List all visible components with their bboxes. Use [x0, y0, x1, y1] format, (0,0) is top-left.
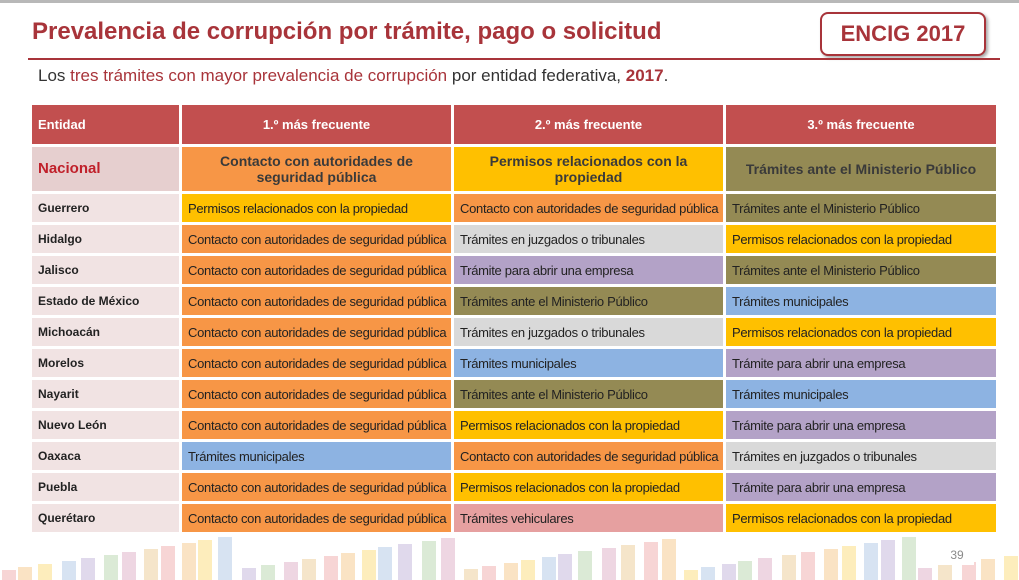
decorative-block [182, 543, 196, 580]
procedure-cell: Contacto con autoridades de seguridad pública [181, 317, 453, 348]
table-row-nacional [31, 146, 998, 193]
decorative-block [284, 562, 298, 580]
decorative-block [62, 561, 76, 580]
decorative-block [662, 539, 676, 580]
table-row [31, 472, 998, 503]
decorative-block [782, 555, 796, 580]
decorative-block [738, 561, 752, 580]
procedure-cell: Trámites en juzgados o tribunales [725, 441, 998, 472]
decorative-block [242, 568, 256, 580]
decorative-block [801, 552, 815, 580]
procedure-cell: Trámite para abrir una empresa [725, 410, 998, 441]
procedure-cell: Permisos relacionados con la propiedad [725, 503, 998, 534]
corruption-table [29, 102, 999, 535]
decorative-block [122, 552, 136, 580]
decorative-block [644, 542, 658, 580]
column-header-first: 1.º más frecuente [181, 104, 453, 146]
entity-cell: Estado de México [31, 286, 181, 317]
decorative-block [218, 537, 232, 580]
decorative-block [2, 570, 16, 580]
table-row [31, 441, 998, 472]
top-rule [0, 0, 1019, 3]
procedure-cell: Contacto con autoridades de seguridad pública [181, 255, 453, 286]
table-row [31, 348, 998, 379]
decorative-block [198, 540, 212, 580]
procedure-cell: Permisos relacionados con la propiedad [725, 317, 998, 348]
entity-cell: Jalisco [31, 255, 181, 286]
procedure-cell: Contacto con autoridades de seguridad pública [181, 348, 453, 379]
decorative-block [324, 556, 338, 580]
entity-cell: Hidalgo [31, 224, 181, 255]
table-row [31, 410, 998, 441]
entity-cell: Querétaro [31, 503, 181, 534]
table-row [31, 255, 998, 286]
entity-cell: Nacional [31, 146, 181, 193]
table-header-row [31, 104, 998, 146]
decorative-block [38, 564, 52, 580]
decorative-block [378, 547, 392, 580]
entity-cell: Nayarit [31, 379, 181, 410]
decorative-block [824, 549, 838, 580]
decorative-block [918, 568, 932, 580]
decorative-block [144, 549, 158, 580]
decorative-block [302, 559, 316, 580]
procedure-cell: Permisos relacionados con la propiedad [453, 410, 725, 441]
decorative-block [398, 544, 412, 580]
decorative-block [602, 548, 616, 580]
decorative-block [341, 553, 355, 580]
slide-title: Prevalencia de corrupción por trámite, pago o solicitud [32, 18, 662, 45]
column-header-second: 2.º más frecuente [453, 104, 725, 146]
procedure-cell: Contacto con autoridades de seguridad pública [181, 472, 453, 503]
procedure-cell: Trámites ante el Ministerio Público [453, 379, 725, 410]
subtitle-highlight: tres trámites con mayor prevalencia de corrupción [70, 66, 448, 85]
table-row [31, 193, 998, 224]
decorative-block [842, 546, 856, 580]
procedure-cell: Trámites municipales [725, 286, 998, 317]
page-number: 39 [940, 545, 974, 565]
procedure-cell: Permisos relacionados con la propiedad [725, 224, 998, 255]
subtitle-text-1: Los [38, 66, 71, 85]
decorative-block [441, 538, 455, 580]
decorative-block [104, 555, 118, 580]
procedure-cell: Contacto con autoridades de seguridad pública [181, 503, 453, 534]
entity-cell: Oaxaca [31, 441, 181, 472]
procedure-cell: Trámites en juzgados o tribunales [453, 317, 725, 348]
decorative-block [81, 558, 95, 580]
procedure-cell: Trámites municipales [453, 348, 725, 379]
decorative-block [261, 565, 275, 580]
subtitle-text-3: . [663, 66, 669, 85]
decorative-block [684, 570, 698, 580]
decorative-color-strip [0, 528, 1019, 580]
procedure-cell: Contacto con autoridades de seguridad pública [181, 410, 453, 441]
column-header-entidad: Entidad [31, 104, 181, 146]
entity-cell: Nuevo León [31, 410, 181, 441]
decorative-block [881, 540, 895, 580]
entity-cell: Morelos [31, 348, 181, 379]
decorative-block [504, 563, 518, 580]
decorative-block [902, 537, 916, 580]
table-row [31, 224, 998, 255]
survey-badge: ENCIG 2017 [820, 12, 986, 56]
decorative-block [864, 543, 878, 580]
procedure-cell: Contacto con autoridades de seguridad pública [181, 224, 453, 255]
decorative-block [621, 545, 635, 580]
decorative-block [18, 567, 32, 580]
procedure-cell: Trámites ante el Ministerio Público [725, 255, 998, 286]
procedure-cell: Trámites ante el Ministerio Público [725, 193, 998, 224]
decorative-block [521, 560, 535, 580]
entity-cell: Guerrero [31, 193, 181, 224]
procedure-cell: Contacto con autoridades de seguridad pública [181, 286, 453, 317]
decorative-block [542, 557, 556, 580]
procedure-cell: Permisos relacionados con la propiedad [181, 193, 453, 224]
table-row [31, 317, 998, 348]
procedure-cell: Contacto con autoridades de seguridad pública [453, 441, 725, 472]
decorative-block [482, 566, 496, 580]
decorative-block [1004, 556, 1018, 580]
procedure-cell: Trámites ante el Ministerio Público [453, 286, 725, 317]
subtitle-year: 2017 [625, 66, 664, 85]
title-divider [28, 58, 1000, 60]
procedure-cell: Trámites en juzgados o tribunales [453, 224, 725, 255]
procedure-cell: Trámite para abrir una empresa [725, 472, 998, 503]
column-header-third: 3.º más frecuente [725, 104, 998, 146]
decorative-block [558, 554, 572, 580]
subtitle-text-2: por entidad federativa, [447, 66, 626, 85]
decorative-block [722, 564, 736, 580]
procedure-cell: Contacto con autoridades de seguridad pública [181, 379, 453, 410]
procedure-cell: Contacto con autoridades de seguridad pública [453, 193, 725, 224]
decorative-block [578, 551, 592, 580]
decorative-block [362, 550, 376, 580]
decorative-block [981, 559, 995, 580]
decorative-block [161, 546, 175, 580]
slide-subtitle [38, 66, 668, 86]
decorative-block [758, 558, 772, 580]
procedure-cell: Trámites municipales [725, 379, 998, 410]
table-row [31, 379, 998, 410]
decorative-block [701, 567, 715, 580]
procedure-cell: Trámites vehiculares [453, 503, 725, 534]
procedure-cell: Trámites municipales [181, 441, 453, 472]
procedure-cell: Permisos relacionados con la propiedad [453, 472, 725, 503]
decorative-block [464, 569, 478, 580]
decorative-block [422, 541, 436, 580]
procedure-cell: Trámites ante el Ministerio Público [725, 146, 998, 193]
table-row [31, 286, 998, 317]
procedure-cell: Trámite para abrir una empresa [453, 255, 725, 286]
entity-cell: Michoacán [31, 317, 181, 348]
procedure-cell: Trámite para abrir una empresa [725, 348, 998, 379]
decorative-block [938, 565, 952, 580]
procedure-cell: Contacto con autoridades de seguridad pública [181, 146, 453, 193]
procedure-cell: Permisos relacionados con la propiedad [453, 146, 725, 193]
entity-cell: Puebla [31, 472, 181, 503]
